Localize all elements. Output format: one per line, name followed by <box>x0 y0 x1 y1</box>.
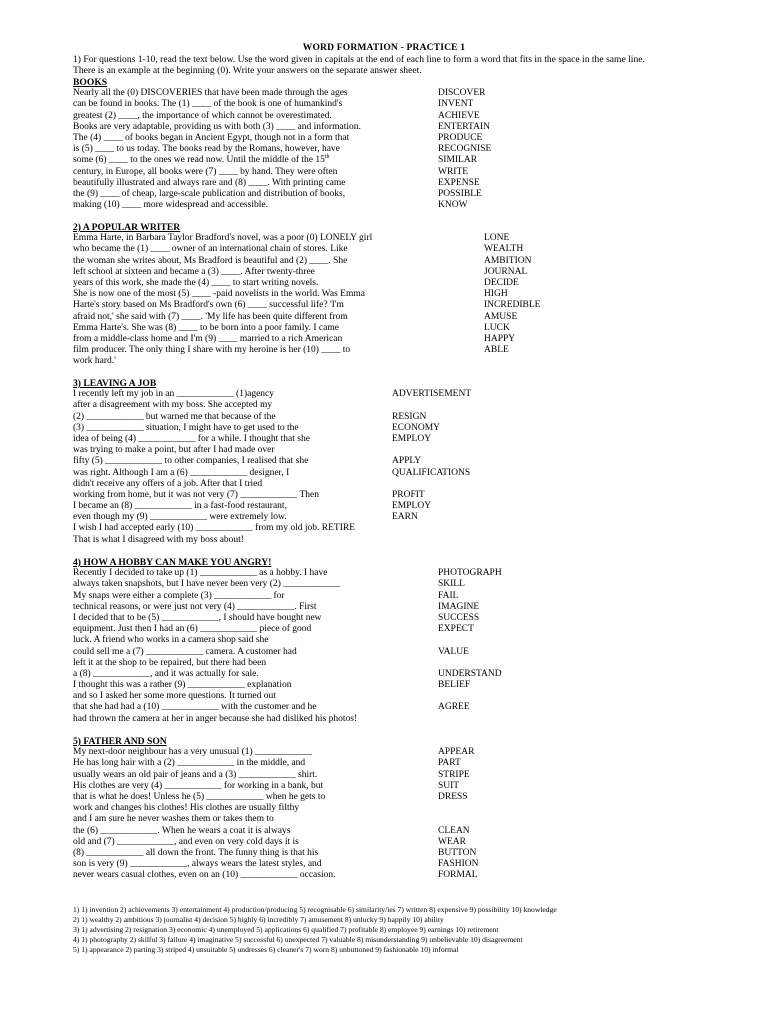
stem-word: LUCK <box>484 322 510 333</box>
text-line <box>73 389 753 400</box>
line-text: I recently left my job in an ____________ (1)agency <box>73 389 275 400</box>
text-line <box>73 602 753 613</box>
line-text: I became an (8) ____________ in a fast-food restaurant, <box>73 501 287 512</box>
line-text: working from home, but it was not very (7) ____________ Then <box>73 489 319 500</box>
line-text: idea of being (4) ____________ for a while. I thought that she <box>73 433 310 444</box>
stem-word: VALUE <box>438 646 469 657</box>
line-text: work hard.' <box>73 356 116 367</box>
section-heading: BOOKS <box>73 77 108 88</box>
text-line <box>73 155 753 166</box>
line-text: a (8) ____________, and it was actually for sale. <box>73 668 259 679</box>
line-text: was trying to make a point, but after I had made over <box>73 445 275 456</box>
section-books <box>73 77 753 211</box>
answer-line: 4) 1) photography 2) skilful 3) failure 4) imaginative 5) successful 6) unexpected 7) valuable 8) misunderstanding 9) unbelievable 10) disagreement <box>73 935 523 944</box>
line-text: My snaps were either a complete (3) ____________ for <box>73 590 285 601</box>
stem-word: HAPPY <box>484 333 516 344</box>
stem-word: AMUSE <box>484 311 518 322</box>
stem-word: STRIPE <box>438 769 470 780</box>
line-text: that is what he does! Unless he (5) ____________ when he gets to <box>73 791 326 802</box>
line-text: was right. Although I am a (6) ____________ designer, I <box>73 467 290 478</box>
line-text: always taken snapshots, but I have never been very (2) ____________ <box>73 579 341 590</box>
line-text: (8) ____________ all down the front. The funny thing is that his <box>73 847 319 858</box>
line-text: left school at sixteen and became a (3) ____. After twenty-three <box>73 266 315 277</box>
answer-key <box>73 905 733 955</box>
text-line <box>73 803 753 814</box>
line-text: luck. A friend who works in a camera shop said she <box>73 635 269 646</box>
line-text: the (9) ____ of cheap, large-scale publication and distribution of books, <box>73 188 346 199</box>
stem-word: EMPLOY <box>392 433 432 444</box>
text-line <box>73 244 753 255</box>
text-line <box>73 747 753 758</box>
text-line <box>73 445 753 456</box>
line-text: (3) ____________ situation, I might have to get used to the <box>73 422 299 433</box>
stem-word: FASHION <box>438 859 479 870</box>
line-text: The (4) ____ of books began in Ancient Egypt, though not in a form that <box>73 132 350 143</box>
text-line <box>73 356 753 367</box>
line-text: She is now one of the most (5) ____ -paid novelists in the world. Was Emma <box>73 289 365 300</box>
stem-word: ABLE <box>484 345 509 356</box>
line-text: could sell me a (7) ____________ camera. A customer had <box>73 646 297 657</box>
line-text: from a middle-class home and I'm (9) ____ married to a rich American <box>73 333 343 344</box>
text-line <box>73 535 753 546</box>
line-text: Recently I decided to take up (1) ____________ as a hobby. I have <box>73 568 328 579</box>
text-line <box>73 512 753 523</box>
stem-word: INCREDIBLE <box>484 300 541 311</box>
line-text: usually wears an old pair of jeans and a (3) ____________ shirt. <box>73 769 318 780</box>
stem-word: SKILL <box>438 579 465 590</box>
stem-word: RECOGNISE <box>438 144 492 155</box>
text-line <box>73 870 753 881</box>
text-line <box>73 591 753 602</box>
stem-word: ECONOMY <box>392 422 441 433</box>
text-line <box>73 434 753 445</box>
section-heading: 4) HOW A HOBBY CAN MAKE YOU ANGRY! <box>73 557 272 568</box>
text-line <box>73 826 753 837</box>
line-text: Emma Harte, in Barbara Taylor Bradford's novel, was a poor (0) LONELY girl <box>73 233 373 244</box>
line-text: I wish I had accepted early (10) ____________ from my old job. RETIRE <box>73 523 356 534</box>
stem-word: APPLY <box>392 456 422 467</box>
stem-word: WEALTH <box>484 244 524 255</box>
section-popular-writer <box>73 222 753 367</box>
text-line <box>73 423 753 434</box>
stem-word: BUTTON <box>438 847 477 858</box>
stem-word: PROFIT <box>392 489 425 500</box>
text-line <box>73 714 753 725</box>
line-text: after a disagreement with my boss. She accepted my <box>73 400 273 411</box>
text-line <box>73 99 753 110</box>
line-text: some (6) ____ to the ones we read now. Until the middle of the 15 <box>73 155 325 166</box>
text-line <box>73 523 753 534</box>
text-line <box>73 702 753 713</box>
stem-word: SUIT <box>438 780 460 791</box>
text-line <box>73 691 753 702</box>
text-line <box>73 613 753 624</box>
stem-word: CLEAN <box>438 825 470 836</box>
stem-word: JOURNAL <box>484 266 528 277</box>
stem-word: SIMILAR <box>438 155 478 166</box>
text-line <box>73 468 753 479</box>
stem-word: IMAGINE <box>438 601 480 612</box>
line-text: and so I asked her some more questions. It turned out <box>73 691 276 702</box>
line-text: Emma Harte's. She was (8) ____ to be born into a poor family. I came <box>73 322 339 333</box>
stem-word: SUCCESS <box>438 612 480 623</box>
line-text: old and (7) ____________, and even on very cold days it is <box>73 836 299 847</box>
text-line <box>73 859 753 870</box>
stem-word: PART <box>438 758 461 769</box>
line-text: He has long hair with a (2) ____________ in the middle, and <box>73 758 306 769</box>
line-text: the (6) ____________. When he wears a coat it is always <box>73 825 291 836</box>
stem-word: APPEAR <box>438 747 475 758</box>
stem-word: PHOTOGRAPH <box>438 568 502 579</box>
line-text: greatest (2) ____, the importance of which cannot be overestimated. <box>73 110 332 121</box>
line-text-with-superscript <box>73 155 330 166</box>
line-text: technical reasons, or were just not very (4) ____________. First <box>73 601 317 612</box>
stem-word: EARN <box>392 512 418 523</box>
line-text: afraid not,' she said with (7) ____. 'My life has been quite different from <box>73 311 348 322</box>
line-text: never wears casual clothes, even on an (10) ____________ occasion. <box>73 870 336 881</box>
section-heading: 3) LEAVING A JOB <box>73 378 157 389</box>
text-line <box>73 144 753 155</box>
text-line <box>73 412 753 423</box>
text-line <box>73 669 753 680</box>
text-line <box>73 456 753 467</box>
section-leaving-a-job <box>73 378 753 546</box>
line-text: who became the (1) ____ owner of an international chain of stores. Like <box>73 244 348 255</box>
section-hobby <box>73 557 753 725</box>
superscript: th <box>324 154 330 161</box>
section-heading: 2) A POPULAR WRITER <box>73 222 181 233</box>
answer-line: 2) 1) wealthy 2) ambitious 3) journalist 4) decision 5) highly 6) incredibly 7) amusement 8) unlucky 9) happily 10) ability <box>73 915 444 924</box>
line-text: I thought this was a rather (9) ____________ explanation <box>73 680 292 691</box>
text-line <box>73 624 753 635</box>
section-heading: 5) FATHER AND SON <box>73 736 167 747</box>
line-text: making (10) ____ more widespread and accessible. <box>73 200 268 211</box>
line-text: even though my (9) ____________ were extremely low. <box>73 512 287 523</box>
text-line <box>73 200 753 211</box>
section-father-and-son <box>73 736 753 881</box>
text-line <box>73 334 753 345</box>
text-line <box>73 88 753 99</box>
page-title: WORD FORMATION - PRACTICE 1 <box>302 43 466 53</box>
stem-word: ADVERTISEMENT <box>392 389 472 400</box>
instructions <box>73 54 713 76</box>
text-line <box>73 256 753 267</box>
text-line <box>73 837 753 848</box>
text-line <box>73 323 753 334</box>
text-line <box>73 167 753 178</box>
line-text: equipment. Just then I had an (6) ____________ piece of good <box>73 624 312 635</box>
line-text: left it at the shop to be repaired, but there had been <box>73 657 267 668</box>
line-text: son is very (9) ____________, always wears the latest styles, and <box>73 859 322 870</box>
text-line <box>73 111 753 122</box>
stem-word: KNOW <box>438 200 468 211</box>
stem-word: QUALIFICATIONS <box>392 467 471 478</box>
text-line <box>73 178 753 189</box>
stem-word: WRITE <box>438 166 469 177</box>
stem-word: UNDERSTAND <box>438 668 502 679</box>
stem-word: ENTERTAIN <box>438 121 490 132</box>
stem-word: WEAR <box>438 836 466 847</box>
line-text: and I am sure he never washes them or takes them to <box>73 814 274 825</box>
line-text: fifty (5) ____________ to other companies, I realised that she <box>73 456 309 467</box>
text-line <box>73 579 753 590</box>
line-text: Nearly all the (0) DISCOVERIES that have been made through the ages <box>73 88 348 99</box>
answer-line: 5) 1) appearance 2) parting 3) striped 4) unsuitable 5) undresses 6) cleaner's 7) worn 8) unbuttoned 9) fashionable 10) informal <box>73 945 459 954</box>
text-line <box>73 479 753 490</box>
text-line <box>73 490 753 501</box>
text-line <box>73 233 753 244</box>
line-text: work and changes his clothes! His clothes are usually filthy <box>73 803 300 814</box>
line-text: years of this work, she made the (4) ____ to start writing novels. <box>73 277 319 288</box>
text-line <box>73 122 753 133</box>
line-text: that she had had a (10) ____________ with the customer and he <box>73 702 317 713</box>
answer-line: 3) 1) advertising 2) resignation 3) economic 4) unemployed 5) applications 6) qualified 7) profitable 8) employee 9) earnings 10) retirement <box>73 925 499 934</box>
text-line <box>73 814 753 825</box>
text-line <box>73 680 753 691</box>
text-line <box>73 267 753 278</box>
text-line <box>73 278 753 289</box>
text-line <box>73 133 753 144</box>
text-line <box>73 400 753 411</box>
line-text: That is what I disagreed with my boss about! <box>73 534 244 545</box>
text-line <box>73 189 753 200</box>
line-text: Harte's story based on Ms Bradford's own (6) ____ successful life? 'I'm <box>73 300 344 311</box>
stem-word: DISCOVER <box>438 88 486 99</box>
line-text: didn't receive any offers of a job. After that I tried <box>73 478 263 489</box>
line-text: can be found in books. The (1) ____ of the book is one of humankind's <box>73 99 343 110</box>
stem-word: DECIDE <box>484 277 519 288</box>
text-line <box>73 647 753 658</box>
line-text: beautifully illustrated and always rare and (8) ____. With printing came <box>73 177 346 188</box>
text-line <box>73 848 753 859</box>
text-line <box>73 289 753 300</box>
stem-word: EXPECT <box>438 624 474 635</box>
line-text: is (5) ____ to us today. The books read by the Romans, however, have <box>73 144 340 155</box>
line-text: had thrown the camera at her in anger because she had disliked his photos! <box>73 713 358 724</box>
text-line <box>73 658 753 669</box>
text-line <box>73 568 753 579</box>
stem-word: EMPLOY <box>392 501 432 512</box>
text-line <box>73 781 753 792</box>
text-line <box>73 758 753 769</box>
stem-word: FORMAL <box>438 870 478 881</box>
text-line <box>73 345 753 356</box>
line-text: century, in Europe, all books were (7) ____ by hand. They were often <box>73 166 338 177</box>
line-text: I decided that to be (5) ____________, I should have bought new <box>73 612 322 623</box>
line-text: (2) ____________ but warned me that because of the <box>73 411 276 422</box>
stem-word: HIGH <box>484 289 508 300</box>
instruction-line: There is an example at the beginning (0). Write your answers on the separate answer sheet. <box>73 65 422 77</box>
text-line <box>73 635 753 646</box>
line-text: My next-door neighbour has a very unusual (1) ____________ <box>73 747 313 758</box>
stem-word: AGREE <box>438 702 470 713</box>
stem-word: ACHIEVE <box>438 110 480 121</box>
stem-word: POSSIBLE <box>438 188 482 199</box>
answer-line: 1) 1) invention 2) achievements 3) entertainment 4) production/producing 5) recognisable 6) similarity/ies 7) written 8) expensive 9) possibility 10) knowledge <box>73 905 557 914</box>
stem-word: FAIL <box>438 590 459 601</box>
stem-word: LONE <box>484 233 510 244</box>
stem-word: BELIEF <box>438 680 471 691</box>
stem-word: EXPENSE <box>438 177 480 188</box>
text-line <box>73 300 753 311</box>
instruction-line: 1) For questions 1-10, read the text below. Use the word given in capitals at the end of each line to form a word that fits in the space in the same line. <box>73 54 645 65</box>
text-line <box>73 312 753 323</box>
text-line <box>73 792 753 803</box>
stem-word: RESIGN <box>392 411 427 422</box>
stem-word: PRODUCE <box>438 132 483 143</box>
text-line <box>73 770 753 781</box>
line-text: His clothes are very (4) ____________ for working in a bank, but <box>73 780 324 791</box>
stem-word: AMBITION <box>484 255 532 266</box>
line-text: Books are very adaptable, providing us with both (3) ____ and information. <box>73 121 361 132</box>
line-text: film producer. The only thing I share with my heroine is her (10) ____ to <box>73 345 351 356</box>
line-text: the woman she writes about, Ms Bradford is beautiful and (2) ____. She <box>73 255 348 266</box>
stem-word: DRESS <box>438 791 468 802</box>
text-line <box>73 501 753 512</box>
stem-word: INVENT <box>438 99 474 110</box>
